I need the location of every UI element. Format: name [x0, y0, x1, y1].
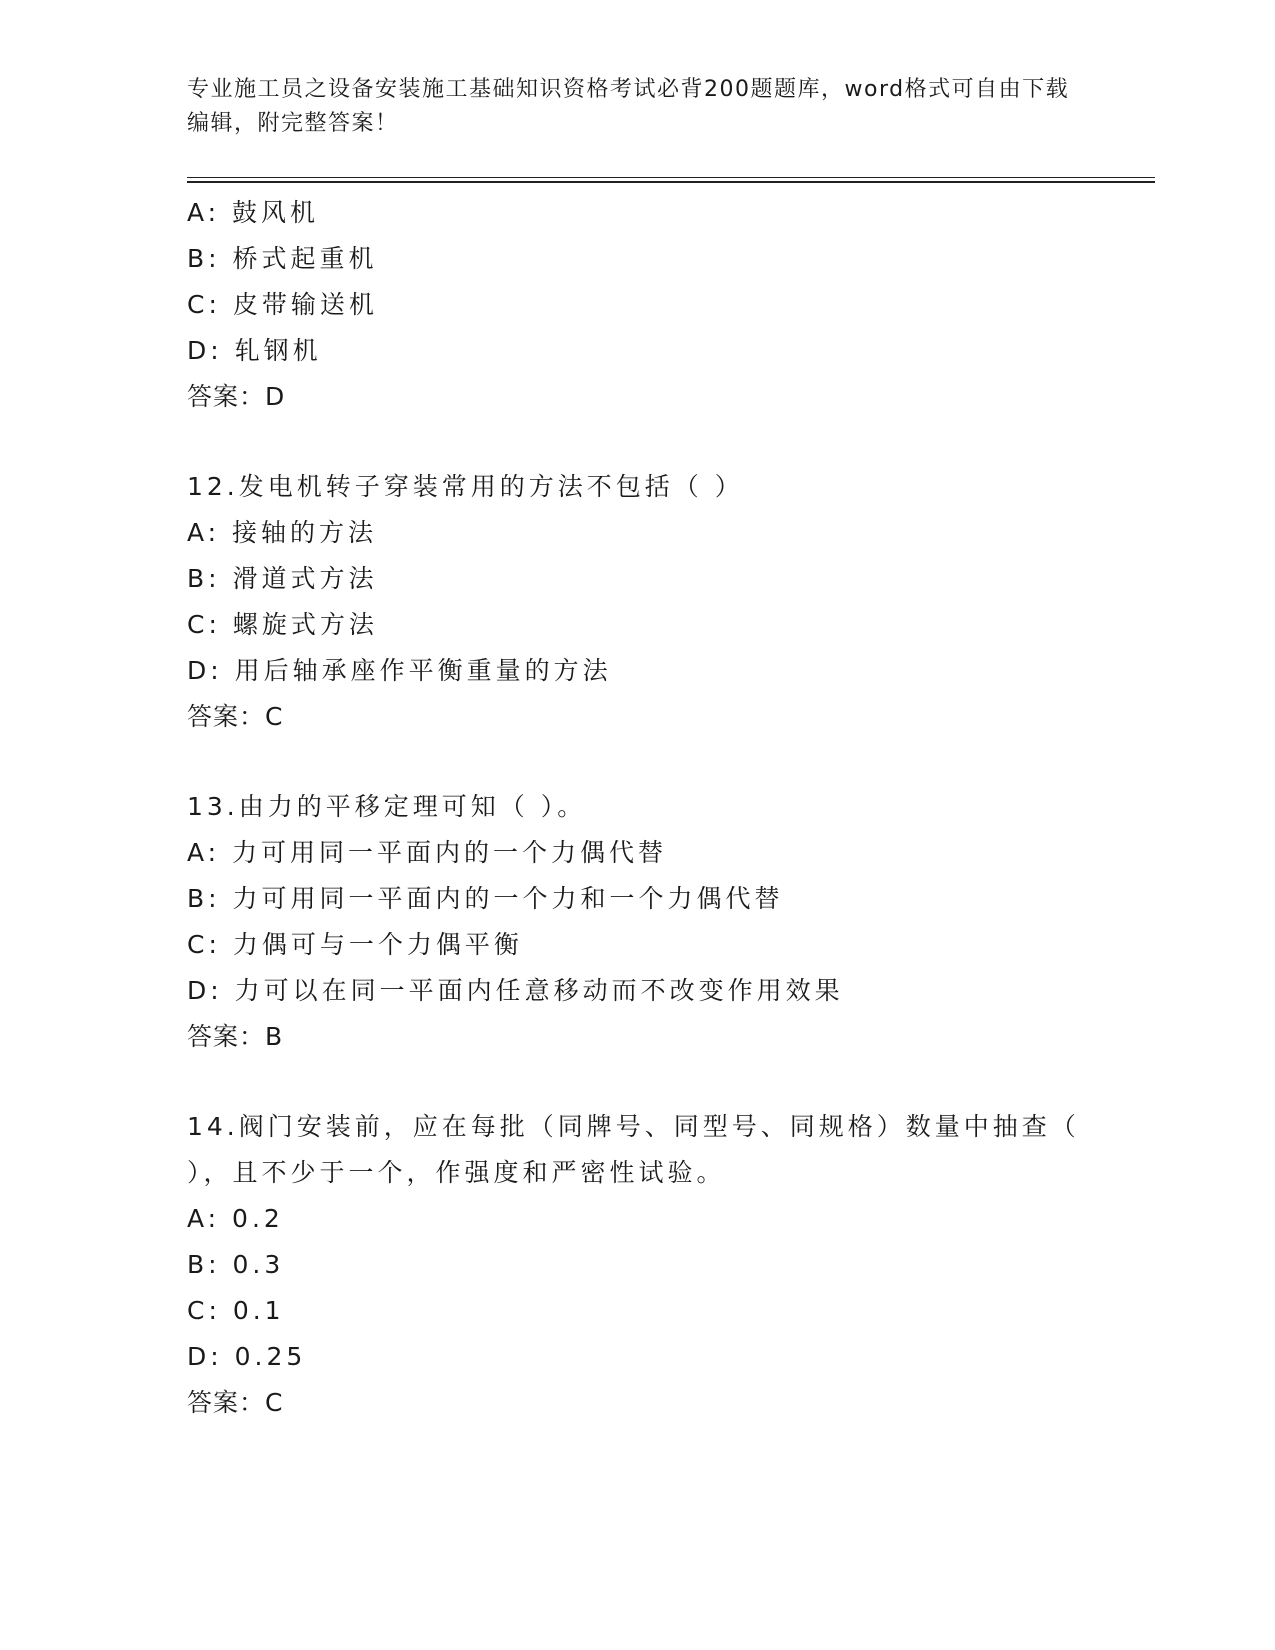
- question-content: [187, 190, 1155, 1426]
- question-stem: 14.阀门安装前，应在每批（同牌号、同型号、同规格）数量中抽查（ ），且不少于一个，作强度和严密性试验。: [187, 1112, 1080, 1187]
- option-a: A: 鼓风机: [187, 198, 320, 227]
- question-11-continuation: [187, 190, 1155, 420]
- option-b: B: 桥式起重机: [187, 244, 378, 273]
- option-d: D: 0.25: [187, 1342, 307, 1371]
- question-13: [187, 784, 1155, 1060]
- option-b: B: 力可用同一平面内的一个力和一个力偶代替: [187, 884, 784, 913]
- option-d: D: 用后轴承座作平衡重量的方法: [187, 656, 612, 685]
- option-b: B: 滑道式方法: [187, 564, 378, 593]
- option-b: B: 0.3: [187, 1250, 285, 1279]
- option-c: C: 皮带输送机: [187, 290, 378, 319]
- question-stem: 12.发电机转子穿装常用的方法不包括（ ）: [187, 472, 744, 501]
- header-divider-thick: [187, 181, 1155, 183]
- question-12: [187, 464, 1155, 740]
- question-14: [187, 1104, 1155, 1426]
- option-d: D: 轧钢机: [187, 336, 322, 365]
- header-divider-thin: [187, 177, 1155, 178]
- option-a: A: 力可用同一平面内的一个力偶代替: [187, 838, 668, 867]
- option-a: A: 0.2: [187, 1204, 284, 1233]
- answer-line: 答案：C: [187, 1388, 284, 1417]
- option-c: C: 力偶可与一个力偶平衡: [187, 930, 523, 959]
- option-c: C: 0.1: [187, 1296, 285, 1325]
- document-header: 专业施工员之设备安装施工基础知识资格考试必背200题题库，word格式可自由下载编辑，附完整答案！: [187, 77, 1070, 136]
- question-stem: 13.由力的平移定理可知（ ）。: [187, 792, 587, 821]
- option-c: C: 螺旋式方法: [187, 610, 378, 639]
- option-d: D: 力可以在同一平面内任意移动而不改变作用效果: [187, 976, 844, 1005]
- option-a: A: 接轴的方法: [187, 518, 378, 547]
- answer-line: 答案：C: [187, 702, 284, 731]
- answer-line: 答案：D: [187, 382, 286, 411]
- answer-line: 答案：B: [187, 1022, 284, 1051]
